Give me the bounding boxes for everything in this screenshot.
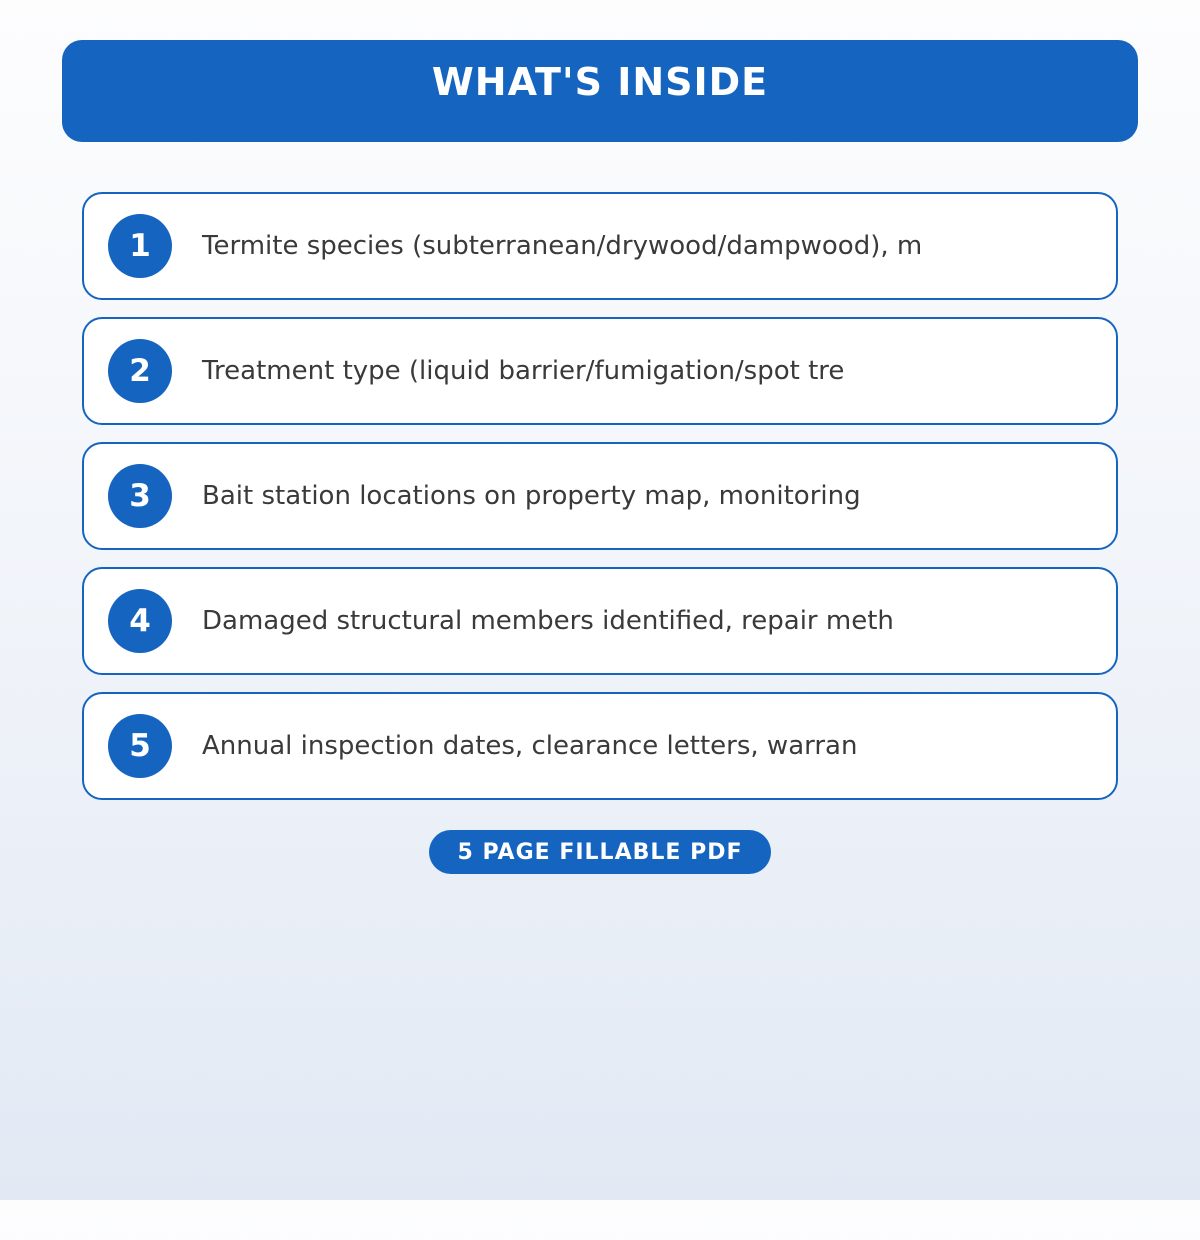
page-title: WHAT'S INSIDE <box>431 60 769 104</box>
item-number-badge: 1 <box>108 214 172 278</box>
list-item <box>82 317 1118 425</box>
item-label: Bait station locations on property map, monitoring <box>202 481 861 511</box>
page-count-badge <box>429 830 770 874</box>
item-label: Annual inspection dates, clearance letters, warran <box>202 731 858 761</box>
item-label: Damaged structural members identified, repair meth <box>202 606 894 636</box>
item-number-badge: 2 <box>108 339 172 403</box>
list-item <box>82 692 1118 800</box>
list-item <box>82 442 1118 550</box>
item-number-badge: 3 <box>108 464 172 528</box>
header-banner <box>62 40 1138 142</box>
feature-list <box>82 192 1118 800</box>
item-number-badge: 5 <box>108 714 172 778</box>
page-count-badge-label: 5 PAGE FILLABLE PDF <box>457 839 743 865</box>
list-item <box>82 567 1118 675</box>
item-label: Treatment type (liquid barrier/fumigation/spot tre <box>202 356 845 386</box>
item-number-badge: 4 <box>108 589 172 653</box>
item-label: Termite species (subterranean/drywood/dampwood), m <box>202 231 923 261</box>
list-item <box>82 192 1118 300</box>
